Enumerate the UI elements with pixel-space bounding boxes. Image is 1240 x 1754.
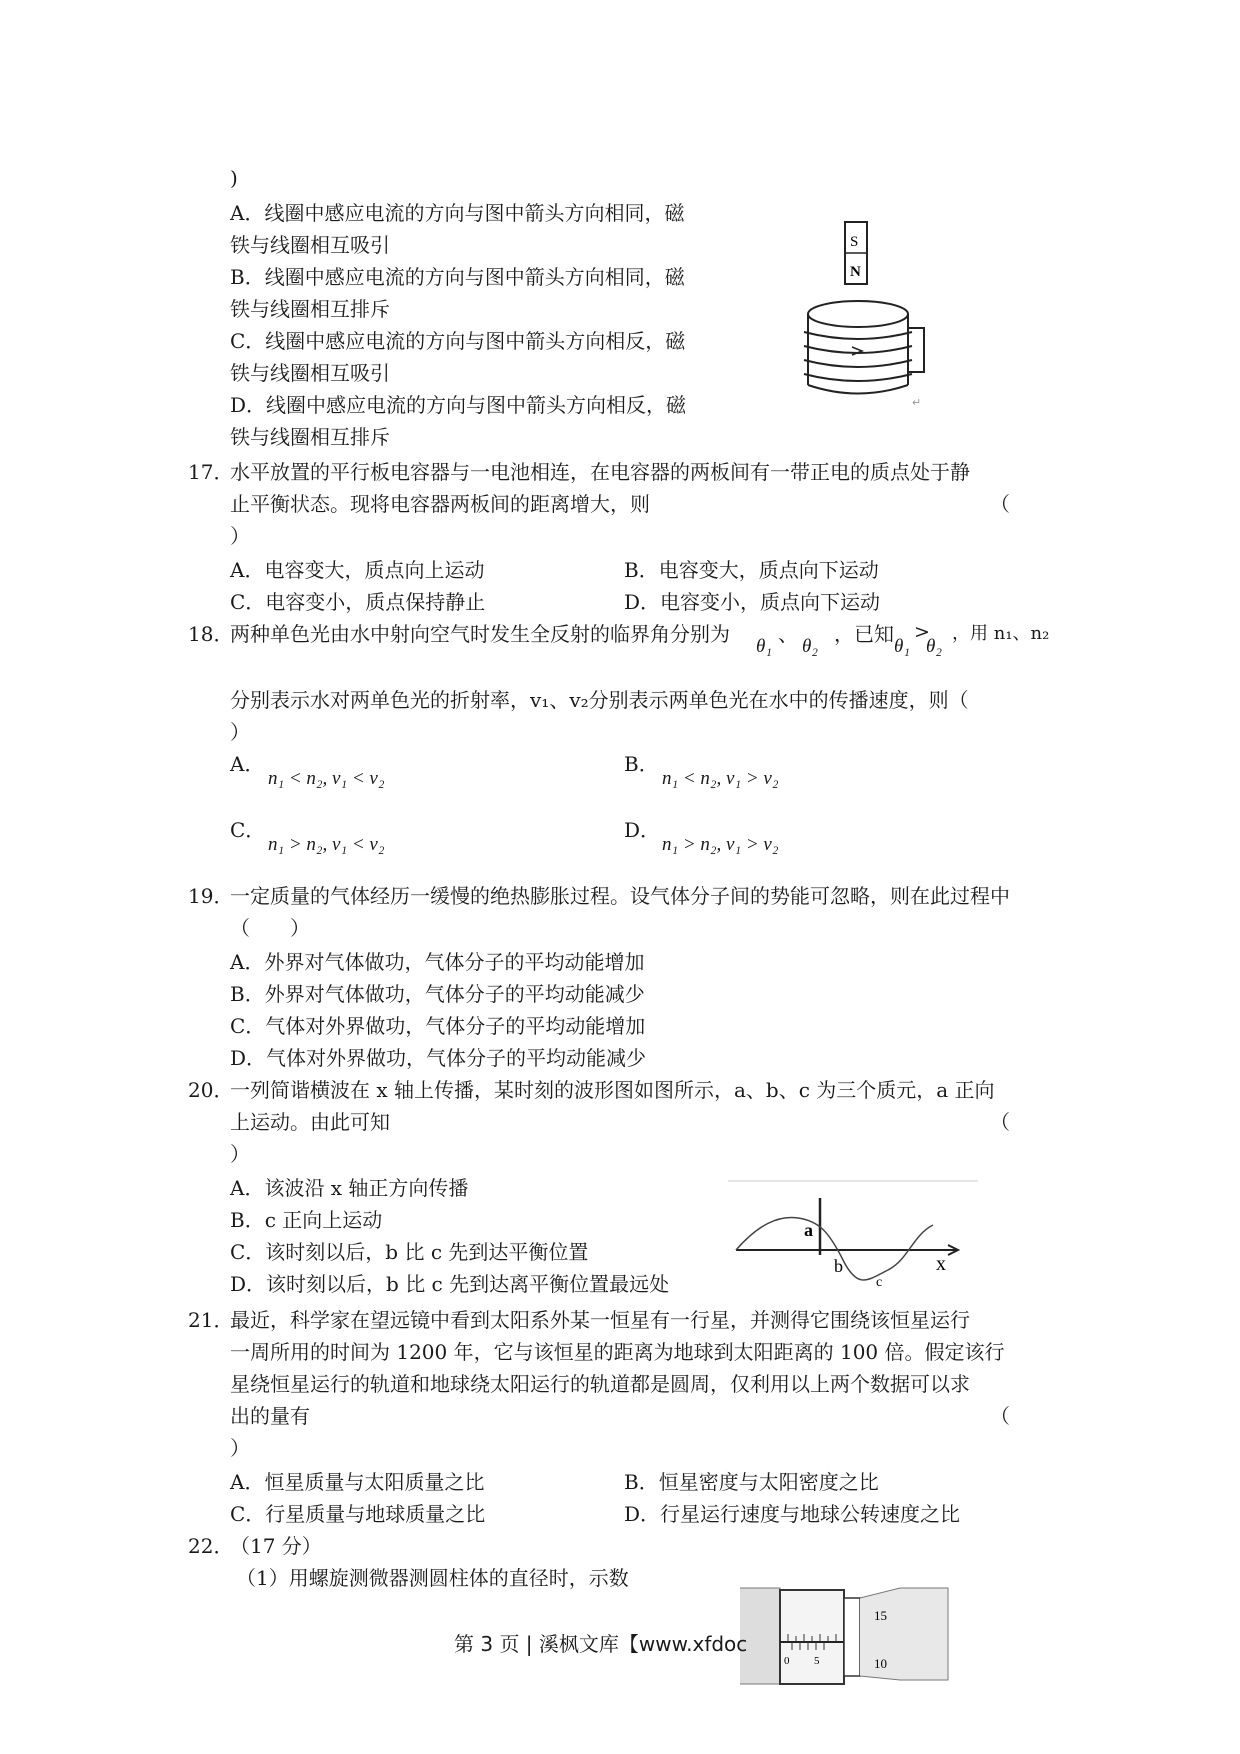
q16-paren-close: ) — [230, 166, 238, 190]
q21-option-c: C．行星质量与地球质量之比 — [230, 1502, 486, 1526]
q21-stem-line1: 最近，科学家在望远镜中看到太阳系外某一恒星有一行星，并测得它围绕该恒星运行 — [230, 1308, 970, 1332]
q16-option-c-line2: 铁与线圈相互吸引 — [230, 361, 390, 385]
q18-option-c-label: C． — [230, 818, 266, 842]
q20-paren-open: （ — [990, 1110, 1010, 1134]
q18-number: 18． — [188, 622, 234, 646]
q22-sub1-text: （1）用螺旋测微器测圆柱体的直径时，示数 — [236, 1566, 629, 1590]
q19-option-a: A．外界对气体做功，气体分子的平均动能增加 — [230, 950, 645, 974]
wave-figure — [728, 1180, 990, 1290]
q21-stem-line3: 星绕恒星运行的轨道和地球绕太阳运行的轨道都是圆周，仅利用以上两个数据可以求 — [230, 1372, 970, 1396]
q20-number: 20． — [188, 1078, 234, 1102]
q17-paren-open: （ — [990, 492, 1010, 516]
q21-number: 21． — [188, 1308, 234, 1332]
q21-stem-line4: 出的量有 — [230, 1404, 310, 1428]
q18-greater-than: > — [914, 621, 930, 643]
q20-stem-line1: 一列简谐横波在 x 轴上传播，某时刻的波形图如图所示，a、b、c 为三个质元，a 正向 — [230, 1078, 995, 1102]
q21-paren-close: ） — [230, 1436, 250, 1460]
q17-paren-close: ） — [230, 524, 250, 548]
q18-stem-part2: ，已知 — [834, 622, 894, 646]
magnet-s-label: S — [850, 234, 859, 250]
q17-option-c: C．电容变小，质点保持静止 — [230, 590, 486, 614]
q16-option-c-line1: C．线圈中感应电流的方向与图中箭头方向相反，磁 — [230, 329, 686, 353]
q22-number: 22． — [188, 1534, 234, 1558]
q20-option-c: C．该时刻以后，b 比 c 先到达平衡位置 — [230, 1240, 589, 1264]
q18-theta2: θ₂ — [802, 636, 818, 657]
page-footer: 第 3 页 | 溪枫文库【www.xfdoc — [454, 1632, 748, 1656]
point-b-label: b — [834, 1256, 843, 1276]
q21-paren-open: （ — [990, 1404, 1010, 1428]
q16-option-a-line2: 铁与线圈相互吸引 — [230, 233, 390, 257]
bar-magnet — [845, 222, 867, 284]
q16-option-b-line2: 铁与线圈相互排斥 — [230, 297, 390, 321]
thimble — [844, 1598, 860, 1676]
q17-option-a: A．电容变大，质点向上运动 — [230, 558, 485, 582]
magnet-n-label: N — [850, 264, 861, 280]
q18-theta1: θ₁ — [756, 636, 772, 657]
q17-option-d: D．电容变小，质点向下运动 — [624, 590, 881, 614]
q20-option-a: A．该波沿 x 轴正方向传播 — [230, 1176, 469, 1200]
q17-option-b: B．电容变大，质点向下运动 — [624, 558, 879, 582]
scale-5-label: 5 — [814, 1655, 820, 1667]
q19-option-c: C．气体对外界做功，气体分子的平均动能增加 — [230, 1014, 646, 1038]
magnet-coil-figure — [800, 210, 940, 410]
q18-separator: 、 — [778, 622, 798, 646]
coil — [804, 301, 924, 394]
q18-option-a-expr: n₁ < n₂, v₁ < v₂ — [268, 768, 385, 789]
micrometer-figure — [740, 1580, 950, 1692]
point-a-label: a — [804, 1220, 813, 1240]
point-c-label: c — [876, 1275, 883, 1290]
q18-option-d-label: D． — [624, 818, 661, 842]
scale-15-label: 15 — [874, 1608, 887, 1623]
scale-10-label: 10 — [874, 1656, 887, 1671]
q21-option-b: B．恒星密度与太阳密度之比 — [624, 1470, 879, 1494]
q19-stem-line1: 一定质量的气体经历一缓慢的绝热膨胀过程。设气体分子间的势能可忽略，则在此过程中 — [230, 884, 1010, 908]
q18-stem-part1: 两种单色光由水中射向空气时发生全反射的临界角分别为 — [230, 622, 730, 646]
q18-stem-line2: 分别表示水对两单色光的折射率，v₁、v₂分别表示两单色光在水中的传播速度，则（ — [230, 688, 969, 712]
q21-option-d: D．行星运行速度与地球公转速度之比 — [624, 1502, 961, 1526]
q20-paren-close: ） — [230, 1142, 250, 1166]
q18-option-a-label: A． — [230, 752, 265, 776]
q18-option-b-label: B． — [624, 752, 659, 776]
q20-option-b: B．c 正向上运动 — [230, 1208, 383, 1232]
q20-option-d: D．该时刻以后，b 比 c 先到达离平衡位置最远处 — [230, 1272, 670, 1296]
q21-stem-line2: 一周所用的时间为 1200 年，它与该恒星的距离为地球到太阳距离的 100 倍。假定该行 — [230, 1340, 1005, 1364]
q19-stem-line2: （ ） — [230, 916, 310, 940]
q22-score: （17 分） — [230, 1534, 322, 1558]
q18-stem-part3: ，用 n₁、n₂ — [952, 623, 1050, 644]
q21-option-a: A．恒星质量与太阳质量之比 — [230, 1470, 485, 1494]
q19-number: 19． — [188, 884, 234, 908]
q19-option-d: D．气体对外界做功，气体分子的平均动能减少 — [230, 1046, 647, 1070]
q16-option-d-line1: D．线圈中感应电流的方向与图中箭头方向相反，磁 — [230, 393, 687, 417]
q17-stem-line2: 止平衡状态。现将电容器两板间的距离增大，则 — [230, 492, 650, 516]
q19-option-b: B．外界对气体做功，气体分子的平均动能减少 — [230, 982, 645, 1006]
scale-0-label: 0 — [784, 1655, 790, 1667]
q18-option-d-expr: n₁ > n₂, v₁ > v₂ — [662, 834, 779, 855]
q20-stem-line2: 上运动。由此可知 — [230, 1110, 390, 1134]
q18-theta2-compare: θ₂ — [926, 636, 942, 657]
q18-option-b-expr: n₁ < n₂, v₁ > v₂ — [662, 768, 779, 789]
q16-option-a-line1: A．线圈中感应电流的方向与图中箭头方向相同，磁 — [230, 201, 685, 225]
x-axis-label: x — [936, 1253, 946, 1275]
q16-option-b-line1: B．线圈中感应电流的方向与图中箭头方向相同，磁 — [230, 265, 685, 289]
q16-option-d-line2: 铁与线圈相互排斥 — [230, 425, 390, 449]
q18-theta1-compare: θ₁ — [894, 636, 910, 657]
q18-option-c-expr: n₁ > n₂, v₁ < v₂ — [268, 834, 385, 855]
q18-paren-close: ） — [230, 720, 250, 744]
q17-number: 17． — [188, 460, 234, 484]
return-mark: ↵ — [912, 397, 922, 409]
q17-stem-line1: 水平放置的平行板电容器与一电池相连，在电容器的两板间有一带正电的质点处于静 — [230, 460, 970, 484]
